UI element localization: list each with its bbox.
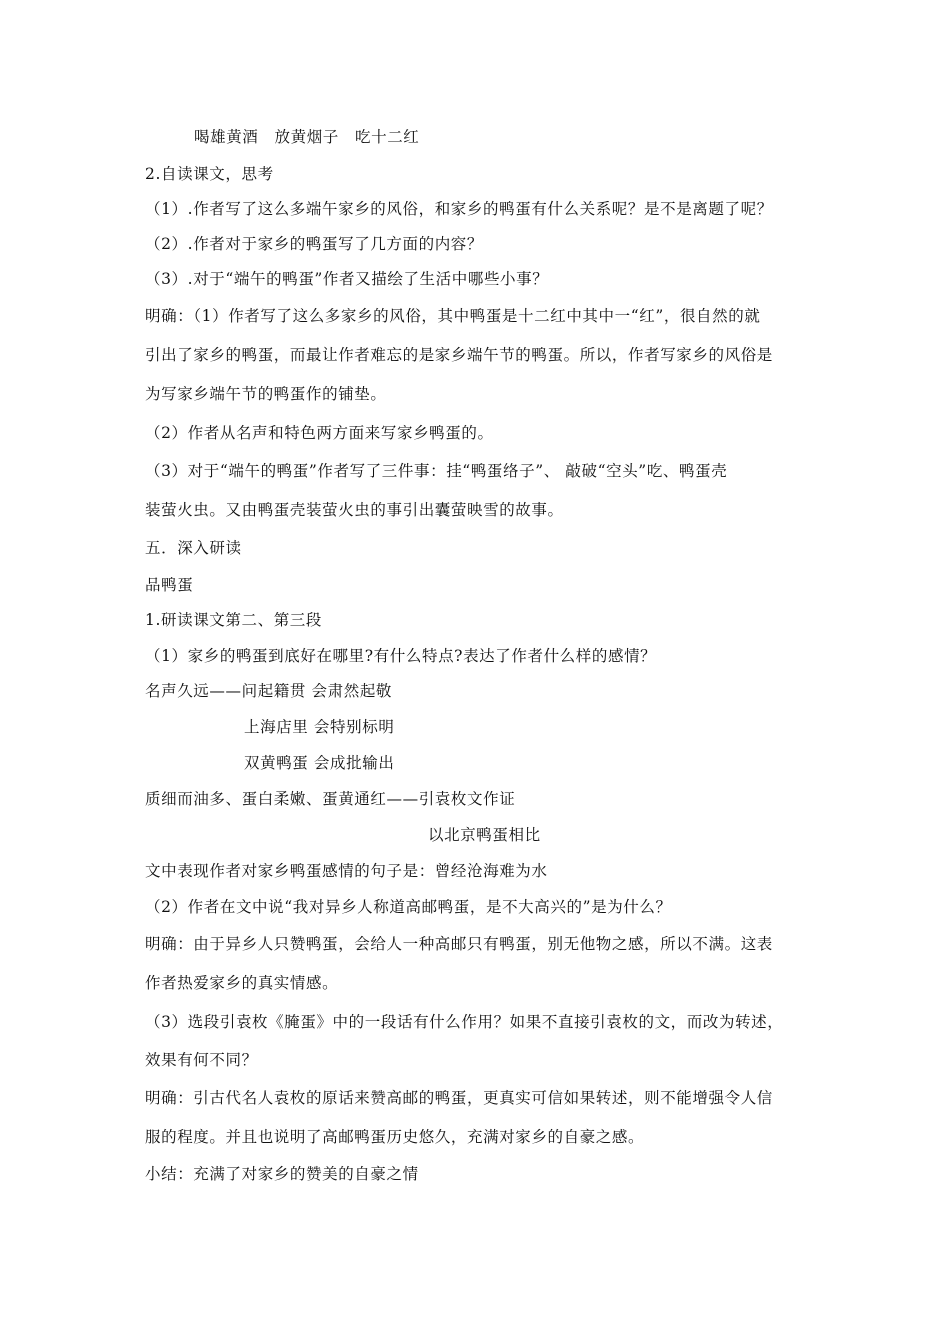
answer-2: （2）作者从名声和特色两方面来写家乡鸭蛋的。 — [145, 424, 494, 442]
subheading-duck-egg: 品鸭蛋 — [145, 576, 194, 594]
emotion-sentence: 文中表现作者对家乡鸭蛋感情的句子是：曾经沧海难为水 — [145, 862, 548, 880]
customs-line: 喝雄黄酒 放黄烟子 吃十二红 — [194, 128, 420, 146]
question-1: （1）.作者写了这么多端午家乡的风俗，和家乡的鸭蛋有什么关系呢？是不是离题了呢？ — [145, 200, 773, 218]
study-question-3-line-2: 效果有何不同？ — [145, 1051, 258, 1069]
study-question-3-line-1: （3）选段引袁枚《腌蛋》中的一段话有什么作用？如果不直接引袁枚的文，而改为转述， — [145, 1013, 784, 1031]
study-question-1: （1）家乡的鸭蛋到底好在哪里?有什么特点?表达了作者什么样的感情？ — [145, 647, 657, 665]
answer-q2-line-2: 作者热爱家乡的真实情感。 — [145, 974, 339, 992]
answer-q3-line-1: 明确：引古代名人袁枚的原话来赞高邮的鸭蛋，更真实可信如果转述，则不能增强令人信 — [145, 1089, 773, 1107]
section-heading-deep-reading: 五．深入研读 — [145, 539, 242, 557]
study-question-2: （2）作者在文中说“我对异乡人称道高邮鸭蛋，是不大高兴的”是为什么？ — [145, 898, 672, 916]
fame-line-1: 名声久远——问起籍贯 会肃然起敬 — [145, 682, 393, 700]
section-heading-self-reading: 2.自读课文，思考 — [145, 165, 274, 183]
answer-1-line-2: 引出了家乡的鸭蛋，而最让作者难忘的是家乡端午节的鸭蛋。所以，作者写家乡的风俗是 — [145, 346, 773, 364]
quality-line-2: 以北京鸭蛋相比 — [428, 826, 541, 844]
question-2: （2）.作者对于家乡的鸭蛋写了几方面的内容？ — [145, 235, 483, 253]
answer-3-line-1: （3）对于“端午的鸭蛋”作者写了三件事：挂“鸭蛋络子”、 敲破“空头”吃、鸭蛋壳 — [145, 462, 728, 480]
fame-line-3: 双黄鸭蛋 会成批输出 — [244, 754, 395, 772]
answer-3-line-2: 装萤火虫。又由鸭蛋壳装萤火虫的事引出囊萤映雪的故事。 — [145, 501, 564, 519]
question-3: （3）.对于“端午的鸭蛋”作者又描绘了生活中哪些小事？ — [145, 270, 549, 288]
answer-q2-line-1: 明确：由于异乡人只赞鸭蛋，会给人一种高邮只有鸭蛋，别无他物之感，所以不满。这表 — [145, 935, 773, 953]
fame-line-2: 上海店里 会特别标明 — [244, 718, 395, 736]
study-heading-1: 1.研读课文第二、第三段 — [145, 611, 322, 629]
quality-line-1: 质细而油多、蛋白柔嫩、蛋黄通红——引袁枚文作证 — [145, 790, 516, 808]
summary-line: 小结：充满了对家乡的赞美的自豪之情 — [145, 1165, 419, 1183]
answer-q3-line-2: 服的程度。并且也说明了高邮鸭蛋历史悠久，充满对家乡的自豪之感。 — [145, 1128, 645, 1146]
answer-1-line-1: 明确：（1）作者写了这么多家乡的风俗，其中鸭蛋是十二红中其中一“红”，很自然的就 — [145, 307, 761, 325]
answer-1-line-3: 为写家乡端午节的鸭蛋作的铺垫。 — [145, 385, 387, 403]
